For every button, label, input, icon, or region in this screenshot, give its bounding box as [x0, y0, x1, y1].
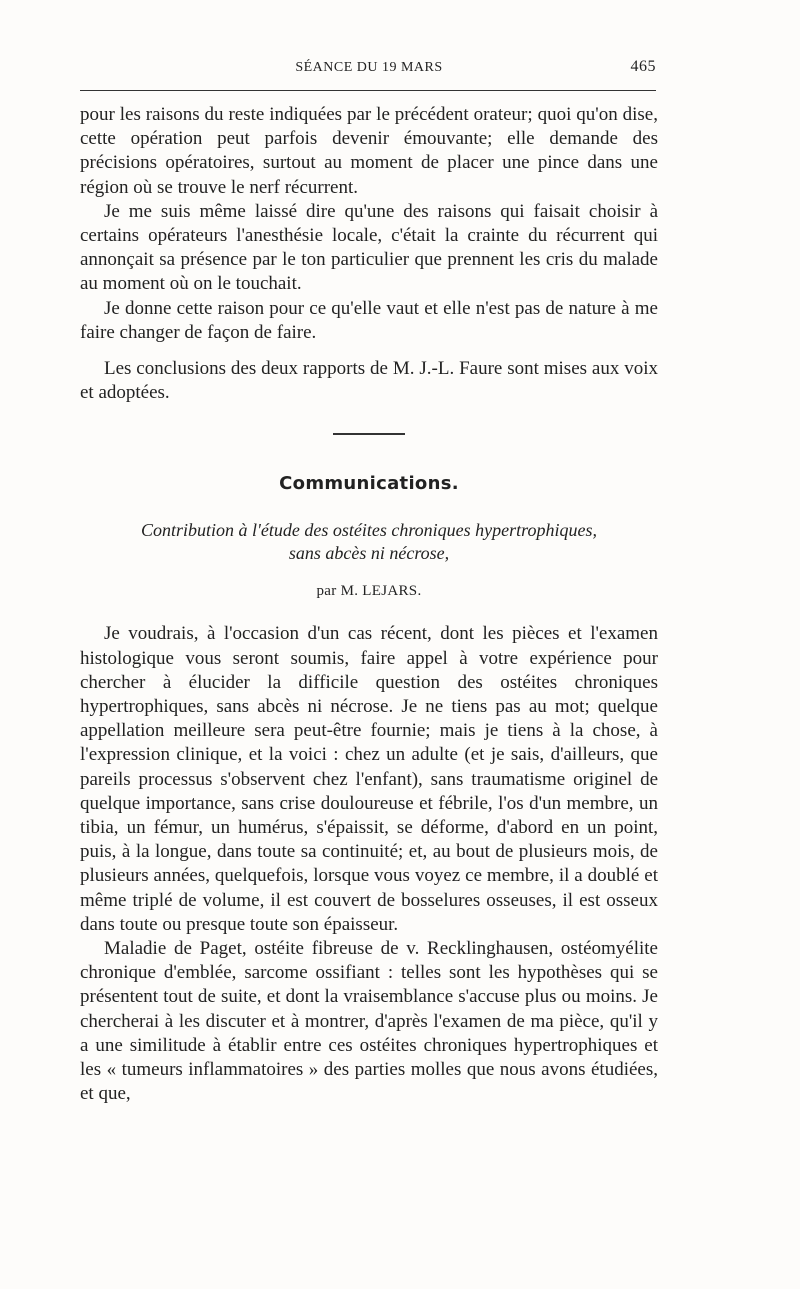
- page-number: 465: [630, 58, 656, 75]
- document-page: [80, 52, 658, 1107]
- paragraph-conclusions-vote: Les conclusions des deux rapports de M. J.-L. Faure sont mises aux voix et adoptées.: [80, 358, 658, 404]
- article-byline: par M. LEJARS.: [316, 583, 422, 600]
- paragraph-body-intro: Je voudrais, à l'occasion d'un cas récent, dont les pièces et l'examen histologique vous seront soumis, faire appel à votre expérience pour chercher à élucider la difficile question des ostéites chroniques hypertrophiques, sans abcès ni nécrose. Je ne tiens pas au mot; quelque appellation meilleure sera peut-être fournie; mais je tiens à la chose, à l'expression clinique, et la voici : chez un adulte (et je sais, d'ailleurs, que pareils processus s'observent chez l'enfant), sans traumatisme originel de quelque importance, sans crise douloureuse et fébrile, l'os d'un membre, un tibia, un fémur, un humérus, s'épaissit, se déforme, d'abord en un point, puis, à la longue, dans toute sa continuité; et, au bout de plusieurs mois, de plusieurs années, quelquefois, lorsque vous voyez ce membre, il a doublé et même triplé de volume, il est couvert de bosselures osseuses, il est osseux dans toute ou presque toute son épaisseur.: [80, 623, 658, 935]
- article-title-line-2: sans abcès ni nécrose,: [288, 543, 450, 564]
- section-divider: [333, 433, 405, 435]
- running-header-title: SÉANCE DU 19 MARS: [295, 60, 443, 75]
- paragraph-recurrent-nerve: Je me suis même laissé dire qu'une des raisons qui faisait choisir à certains opérateurs l'anesthésie locale, c'était la crainte du récurrent qui annonçait sa présence par le ton particulier que prennent les cris du malade au moment où on le touchait.: [80, 200, 658, 295]
- header-rule: [80, 90, 656, 91]
- paragraph-reason: Je donne cette raison pour ce qu'elle vaut et elle n'est pas de nature à me faire changer de façon de faire.: [80, 297, 658, 343]
- article-title: [80, 519, 658, 565]
- running-header: [80, 52, 658, 82]
- section-title: Communications.: [279, 473, 459, 495]
- paragraph-continuation: pour les raisons du reste indiquées par le précédent orateur; quoi qu'on dise, cette opération peut parfois devenir émouvante; elle demande des précisions opératoires, surtout au moment de placer une pince dans une région où se trouve le nerf récurrent.: [80, 104, 658, 198]
- paragraph-body-hypotheses: Maladie de Paget, ostéite fibreuse de v. Recklinghausen, ostéomyélite chronique d'emblée, sarcome ossifiant : telles sont les hypothèses qui se présentent tout de suite, et dont la vraisemblance s'accuse plus ou moins. Je chercherai à les discuter et à montrer, d'après l'examen de ma pièce, qu'il y a une similitude à établir entre ces ostéites chroniques hypertrophiques et les « tumeurs inflammatoires » des parties molles que nous avons étudiées, et que,: [80, 938, 658, 1105]
- article-title-line-1: Contribution à l'étude des ostéites chroniques hypertrophiques,: [141, 520, 597, 541]
